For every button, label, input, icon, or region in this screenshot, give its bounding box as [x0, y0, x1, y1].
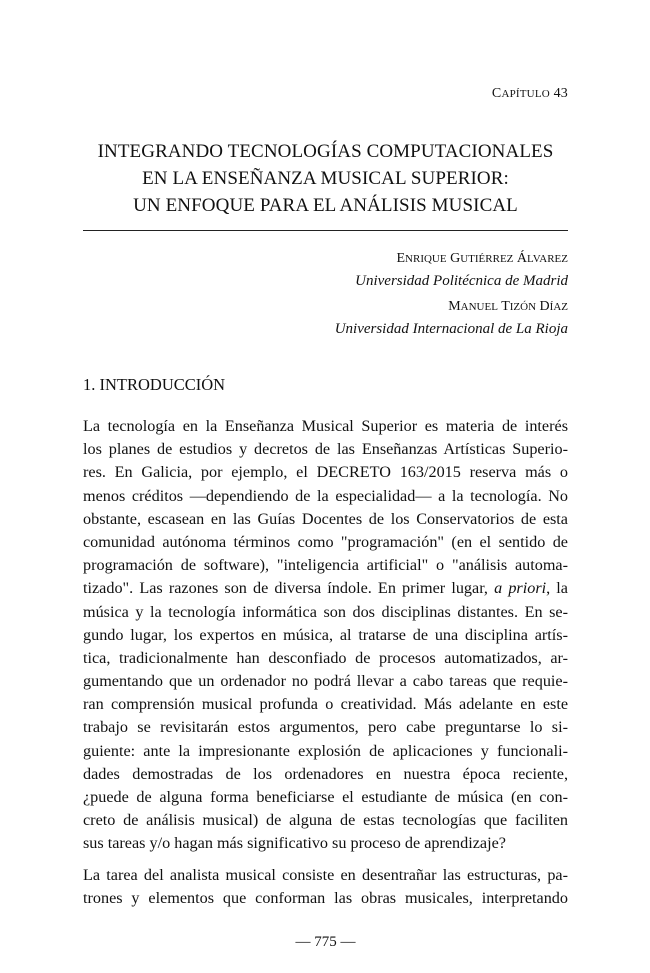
text-line: ¿puede de alguna forma beneficiarse el estudiante de música (en con-: [83, 788, 568, 806]
text-line: tizado". Las razones son de diversa índole. En primer lugar, a priori, la: [83, 579, 568, 598]
author-name: MANUEL TIZÓN DÍAZ: [448, 299, 568, 314]
text-line: los planes de estudios y decretos de las Enseñanzas Artísticas Superio-: [83, 440, 568, 459]
text-line: guiente: ante la impresionante explosión de aplicaciones y funcionali-: [83, 741, 568, 760]
chapter-label-initial: C: [491, 86, 502, 101]
text-line: res. En Galicia, por ejemplo, el DECRETO 163/2015 reserva más o: [83, 463, 568, 482]
text-line: ran comprensión musical profunda o creatividad. Más adelante en este: [83, 695, 568, 714]
title-line: UN ENFOQUE PARA EL ANÁLISIS MUSICAL: [133, 195, 518, 216]
title-divider: [83, 230, 568, 231]
paragraph: [83, 864, 568, 910]
text-line: tica, tradicionalmente han desconfiado de procesos automatizados, ar-: [83, 648, 568, 667]
text-line: creto de análisis musical) de alguna de estas tecnologías que faciliten: [83, 811, 568, 830]
text-line: trones y elementos que conforman las obras musicales, interpretando: [83, 888, 568, 907]
text-line: dades demostradas de los ordenadores en nuestra época reciente,: [83, 764, 568, 783]
text-line: trabajo se revisitarán estos argumentos, pero cabe preguntarse lo si-: [83, 718, 568, 737]
text-line: gumentando que un ordenador no podrá llevar a cabo tareas que requie-: [83, 672, 568, 691]
page: [83, 0, 568, 973]
text-line: gundo lugar, los expertos en música, al tratarse de una disciplina artís-: [83, 625, 568, 644]
author-affiliation: Universidad Internacional de La Rioja: [334, 321, 568, 337]
text-line: menos créditos —dependiendo de la especialidad— a la tecnología. No: [83, 486, 568, 505]
authors: [335, 248, 568, 340]
section-heading: 1. INTRODUCCIÓN: [83, 375, 226, 394]
text-line: La tarea del analista musical consiste en desentrañar las estructuras, pa-: [83, 865, 568, 884]
title-line: EN LA ENSEÑANZA MUSICAL SUPERIOR:: [142, 168, 509, 189]
title-line: INTEGRANDO TECNOLOGÍAS COMPUTACIONALES: [97, 141, 554, 162]
body-text: [83, 415, 568, 910]
paragraph: [83, 415, 568, 856]
text-line: sus tareas y/o hagan más significativo su proceso de aprendizaje?: [83, 834, 506, 853]
text-line: programación de software), "inteligencia artificial" o "análisis automa-: [83, 556, 568, 575]
author-name: ENRIQUE GUTIÉRREZ ÁLVAREZ: [396, 251, 568, 266]
page-number: — 775 —: [295, 934, 356, 950]
text-line: música y la tecnología informática son dos disciplinas distantes. En se-: [83, 602, 568, 621]
text-line: comunidad autónoma términos como "programación" (en el sentido de: [83, 532, 568, 551]
chapter-label: [492, 86, 568, 102]
chapter-number: 43: [553, 86, 568, 101]
text-line: obstante, escasean en las Guías Docentes de los Conservatorios de esta: [83, 509, 568, 528]
chapter-title: [83, 138, 568, 219]
text-line: La tecnología en la Enseñanza Musical Superior es materia de interés: [83, 417, 568, 435]
author-affiliation: Universidad Politécnica de Madrid: [355, 273, 568, 289]
chapter-label-rest: APÍTULO: [501, 88, 550, 100]
author: [335, 248, 568, 292]
author: [335, 296, 568, 340]
